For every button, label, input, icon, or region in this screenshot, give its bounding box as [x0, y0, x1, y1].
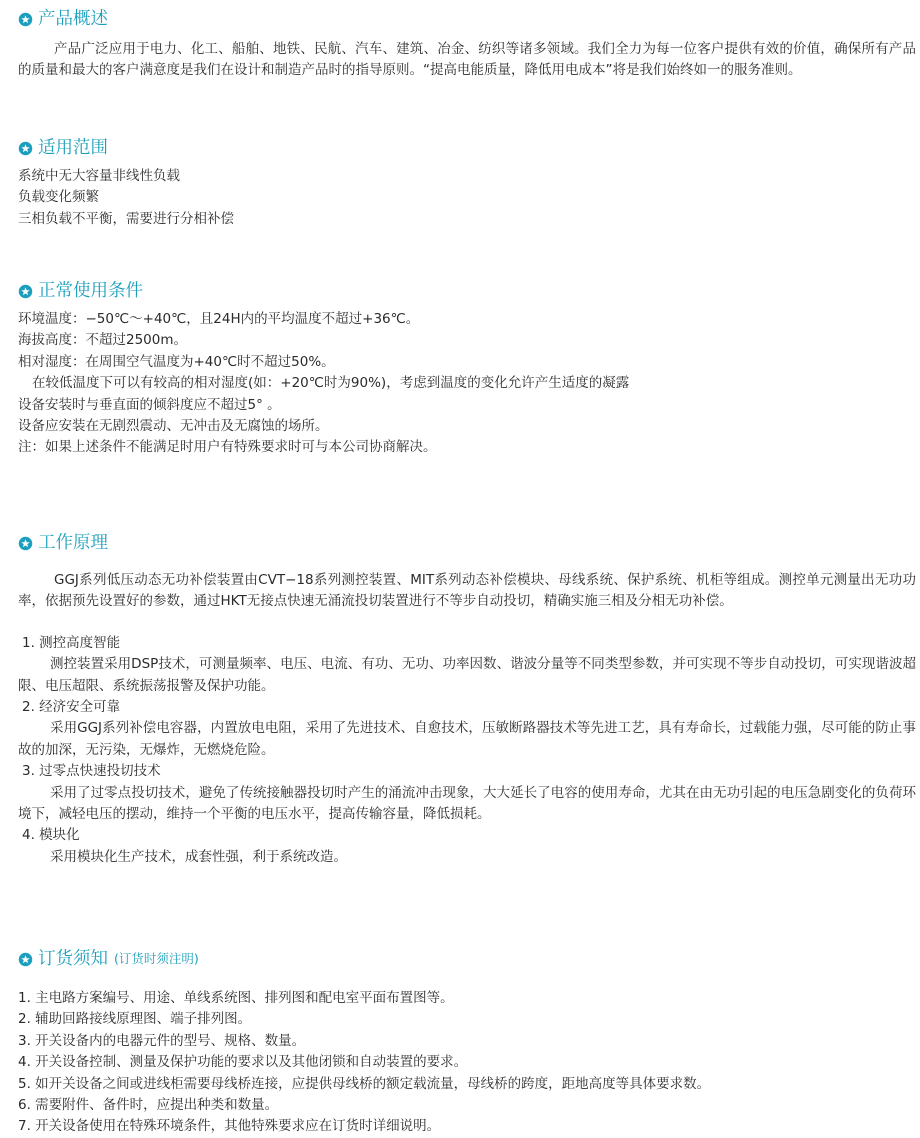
scope-list	[0, 166, 920, 230]
feature-body: 采用了过零点投切技术，避免了传统接触器投切时产生的涌流冲击现象，大大延长了电容的使用寿命，尤其在由无功引起的电压急剧变化的负荷环境下，减轻电压的摆动，维持一个平衡的电压水平，提高传输容量，降低损耗。	[18, 784, 916, 823]
star-badge-icon	[18, 952, 33, 967]
scope-heading	[0, 135, 920, 161]
condition-note: 注：如果上述条件不能满足时用户有特殊要求时可与本公司协商解决。	[18, 439, 437, 456]
condition-line: 相对湿度：在周围空气温度为+40℃时不超过50%。	[18, 353, 335, 370]
overview-title: 产品概述	[38, 9, 108, 29]
feature-item	[0, 825, 920, 868]
conditions-heading	[0, 278, 920, 304]
conditions-section	[0, 278, 920, 459]
ordering-line: 2. 辅助回路接线原理图、端子排列图。	[18, 1011, 252, 1028]
feature-list	[0, 633, 920, 868]
ordering-subtitle: (订货时须注明)	[114, 951, 199, 966]
condition-line: 海拔高度：不超过2500m。	[18, 332, 188, 349]
ordering-heading	[0, 946, 920, 972]
scope-title: 适用范围	[38, 138, 108, 158]
ordering-section	[0, 946, 920, 1138]
feature-body: 采用GGJ系列补偿电容器，内置放电电阻，采用了先进技术、自愈技术，压敏断路器技术等先进工艺，具有寿命长，过载能力强，尽可能的防止事故的加深，无污染，无爆炸，无燃烧危险。	[18, 720, 916, 758]
scope-line: 负载变化频繁	[18, 189, 99, 206]
scope-line: 三相负载不平衡，需要进行分相补偿	[18, 210, 234, 227]
feature-body: 采用模块化生产技术，成套性强，利于系统改造。	[50, 848, 347, 865]
feature-body: 测控装置采用DSP技术，可测量频率、电压、电流、有功、无功、功率因数、谐波分量等不同类型参数，并可实现不等步自动投切，可实现谐波超限、电压超限、系统振荡报警及保护功能。	[18, 656, 916, 694]
overview-section	[0, 6, 920, 82]
overview-heading	[0, 6, 920, 32]
ordering-list	[0, 988, 920, 1138]
ordering-line: 6. 需要附件、备件时，应提出种类和数量。	[18, 1097, 279, 1114]
condition-line: 环境温度：−50℃～+40℃，且24H内的平均温度不超过+36℃。	[18, 311, 420, 327]
principle-intro: GGJ系列低压动态无功补偿装置由CVT−18系列测控装置、MIT系列动态补偿模块、母线系统、保护系统、机柜等组成。测控单元测量出无功功率，依据预先设置好的参数，通过HKT无接点快速无涌流投切装置进行不等步自动投切，精确实施三相及分相无功补偿。	[18, 572, 916, 610]
ordering-title: 订货须知	[38, 949, 108, 969]
condition-line: 设备应安装在无剧烈震动、无冲击及无腐蚀的场所。	[18, 418, 329, 435]
principle-section	[0, 530, 920, 868]
condition-line: 设备安装时与垂直面的倾斜度应不超过5° 。	[18, 396, 281, 413]
principle-title: 工作原理	[38, 533, 108, 553]
star-badge-icon	[18, 141, 33, 156]
star-badge-icon	[18, 284, 33, 299]
scope-line: 系统中无大容量非线性负载	[18, 168, 180, 184]
feature-title: 2. 经济安全可靠	[22, 699, 121, 716]
feature-title: 3. 过零点快速投切技术	[22, 763, 161, 780]
ordering-line: 1. 主电路方案编号、用途、单线系统图、排列图和配电室平面布置图等。	[18, 990, 454, 1006]
feature-title: 1. 测控高度智能	[22, 634, 121, 651]
principle-heading	[0, 530, 920, 556]
feature-title: 4. 模块化	[22, 827, 80, 844]
ordering-line: 7. 开关设备使用在特殊环境条件，其他特殊要求应在订货时详细说明。	[18, 1118, 441, 1135]
ordering-line: 3. 开关设备内的电器元件的型号、规格、数量。	[18, 1032, 306, 1049]
star-badge-icon	[18, 12, 33, 27]
overview-text: 产品广泛应用于电力、化工、船舶、地铁、民航、汽车、建筑、冶金、纺织等诸多领域。我们全力为每一位客户提供有效的价值，确保所有产品的质量和最大的客户满意度是我们在设计和制造产品时的指导原则。“提高电能质量，降低用电成本”将是我们始终如一的服务准则。	[18, 41, 916, 79]
condition-line: 在较低温度下可以有较高的相对湿度(如：+20℃时为90%)，考虑到温度的变化允许产生适度的凝露	[32, 375, 630, 392]
feature-item	[0, 761, 920, 825]
ordering-line: 5. 如开关设备之间或进线柜需要母线桥连接，应提供母线桥的额定载流量，母线桥的跨度，距地高度等具体要求数。	[18, 1075, 711, 1092]
scope-section	[0, 135, 920, 230]
star-badge-icon	[18, 536, 33, 551]
ordering-line: 4. 开关设备控制、测量及保护功能的要求以及其他闭锁和自动装置的要求。	[18, 1054, 468, 1071]
feature-item	[0, 633, 920, 697]
conditions-list	[0, 309, 920, 459]
feature-item	[0, 697, 920, 761]
conditions-title: 正常使用条件	[38, 281, 143, 301]
